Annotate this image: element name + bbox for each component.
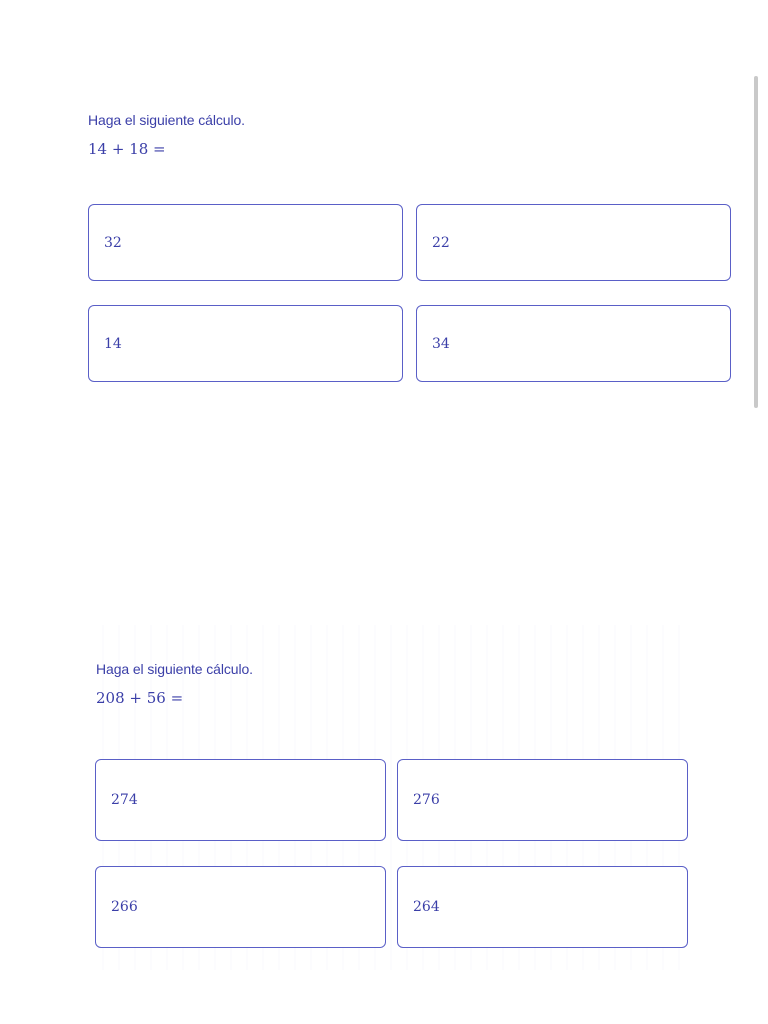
answer-option[interactable] <box>416 305 731 382</box>
question-2-expression: 208 + 56 = <box>96 689 184 707</box>
answer-option[interactable] <box>88 204 403 281</box>
question-1 <box>88 112 245 158</box>
question-2 <box>96 661 253 707</box>
answer-option-label: 22 <box>432 234 450 251</box>
question-1-expression: 14 + 18 = <box>88 140 166 158</box>
answer-option-label: 266 <box>111 899 138 915</box>
answer-option[interactable] <box>397 866 688 948</box>
answer-option[interactable] <box>88 305 403 382</box>
answer-option[interactable] <box>397 759 688 841</box>
answer-option-label: 14 <box>104 335 122 352</box>
answer-option[interactable] <box>95 759 386 841</box>
answer-option[interactable] <box>95 866 386 948</box>
answer-option-label: 264 <box>413 899 440 915</box>
answer-option-label: 276 <box>413 792 440 808</box>
question-2-prompt: Haga el siguiente cálculo. <box>96 661 253 677</box>
answer-option-label: 34 <box>432 335 450 352</box>
answer-option-label: 274 <box>111 792 138 808</box>
question-1-prompt: Haga el siguiente cálculo. <box>88 112 245 128</box>
answer-option-label: 32 <box>104 234 122 251</box>
scrollbar[interactable] <box>754 76 758 408</box>
answer-option[interactable] <box>416 204 731 281</box>
